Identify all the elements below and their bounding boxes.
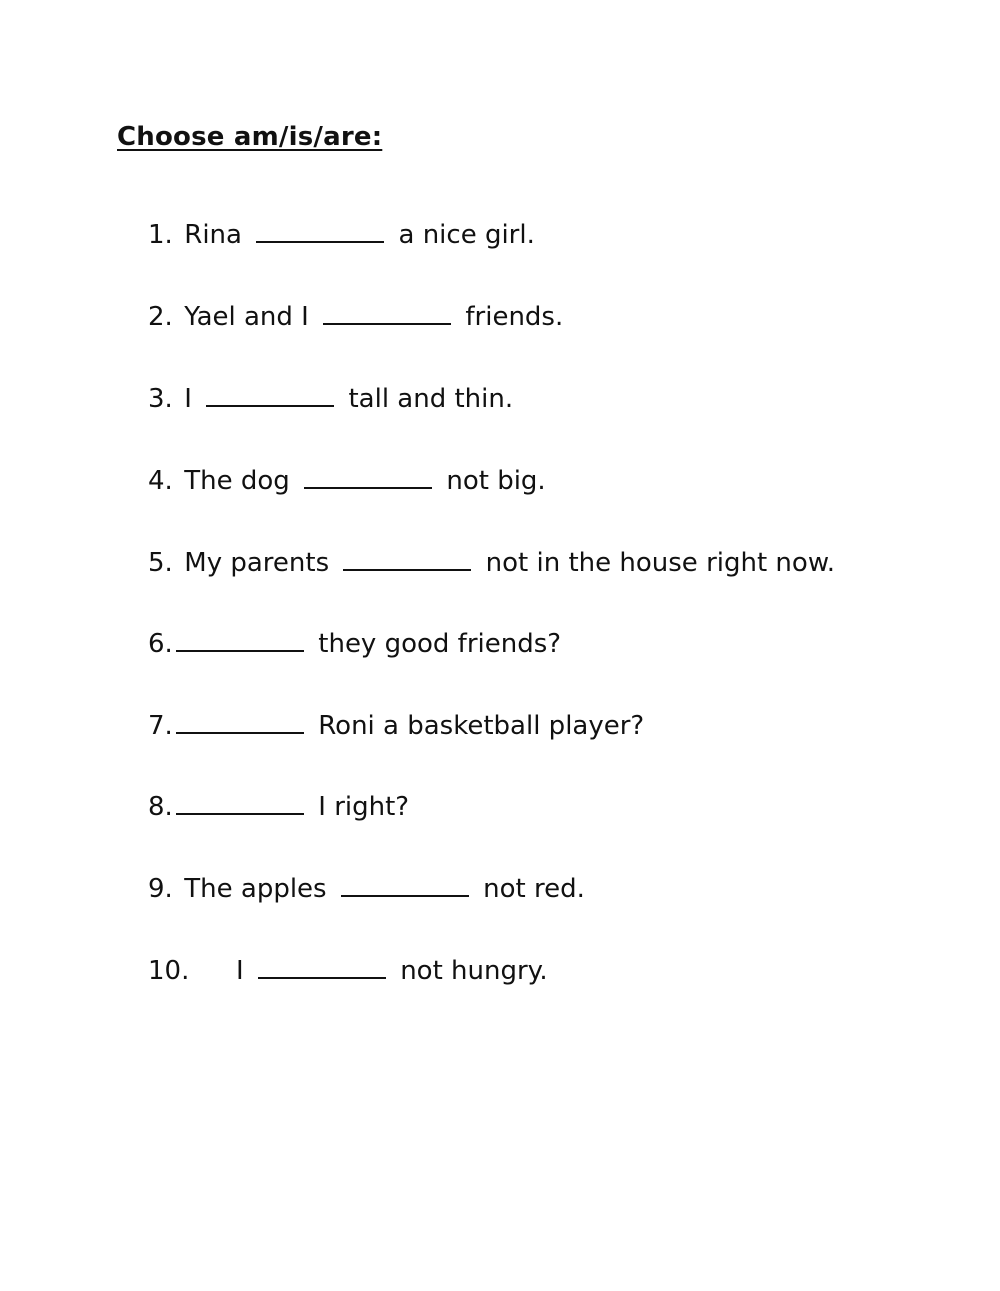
item-text-before: Rina bbox=[184, 220, 242, 250]
item-text-before: Yael and I bbox=[184, 302, 309, 332]
exercise-item-8 bbox=[148, 790, 409, 824]
answer-blank[interactable] bbox=[176, 628, 304, 652]
item-number: 6. bbox=[148, 629, 173, 659]
answer-blank[interactable] bbox=[176, 791, 304, 815]
item-text-after: not in the house right now. bbox=[485, 548, 835, 578]
item-text-after: tall and thin. bbox=[348, 384, 514, 414]
item-number: 7. bbox=[148, 711, 173, 741]
answer-blank[interactable] bbox=[343, 547, 471, 571]
item-number: 1. bbox=[148, 220, 173, 250]
item-text-before: The apples bbox=[184, 874, 327, 904]
item-number: 4. bbox=[148, 466, 173, 496]
item-number: 9. bbox=[148, 874, 173, 904]
item-text-after: not hungry. bbox=[400, 956, 548, 986]
exercise-item-2 bbox=[148, 300, 563, 334]
item-number: 8. bbox=[148, 792, 173, 822]
answer-blank[interactable] bbox=[304, 465, 432, 489]
answer-blank[interactable] bbox=[258, 955, 386, 979]
answer-blank[interactable] bbox=[323, 301, 451, 325]
answer-blank[interactable] bbox=[206, 383, 334, 407]
exercise-item-7 bbox=[148, 709, 644, 743]
item-number: 3. bbox=[148, 384, 173, 414]
exercise-item-3 bbox=[148, 382, 513, 416]
answer-blank[interactable] bbox=[341, 873, 469, 897]
item-text-after: I right? bbox=[318, 792, 410, 822]
answer-blank[interactable] bbox=[176, 710, 304, 734]
exercise-item-4 bbox=[148, 464, 546, 498]
exercise-item-5 bbox=[148, 546, 835, 580]
item-text-after: they good friends? bbox=[318, 629, 562, 659]
item-text-after: Roni a basketball player? bbox=[318, 711, 645, 741]
answer-blank[interactable] bbox=[256, 219, 384, 243]
item-number: 10. bbox=[148, 956, 190, 986]
exercise-item-10 bbox=[148, 954, 548, 988]
exercise-item-1 bbox=[148, 218, 535, 252]
exercise-item-6 bbox=[148, 627, 561, 661]
item-number: 5. bbox=[148, 548, 173, 578]
item-text-after: friends. bbox=[465, 302, 564, 332]
item-text-after: not red. bbox=[483, 874, 585, 904]
item-text-after: not big. bbox=[446, 466, 546, 496]
item-text-before: I bbox=[236, 956, 244, 986]
item-text-before: I bbox=[184, 384, 192, 414]
item-text-after: a nice girl. bbox=[398, 220, 535, 250]
exercise-item-9 bbox=[148, 872, 585, 906]
worksheet-title: Choose am/is/are: bbox=[117, 122, 383, 152]
item-number: 2. bbox=[148, 302, 173, 332]
item-text-before: My parents bbox=[184, 548, 330, 578]
item-text-before: The dog bbox=[184, 466, 290, 496]
